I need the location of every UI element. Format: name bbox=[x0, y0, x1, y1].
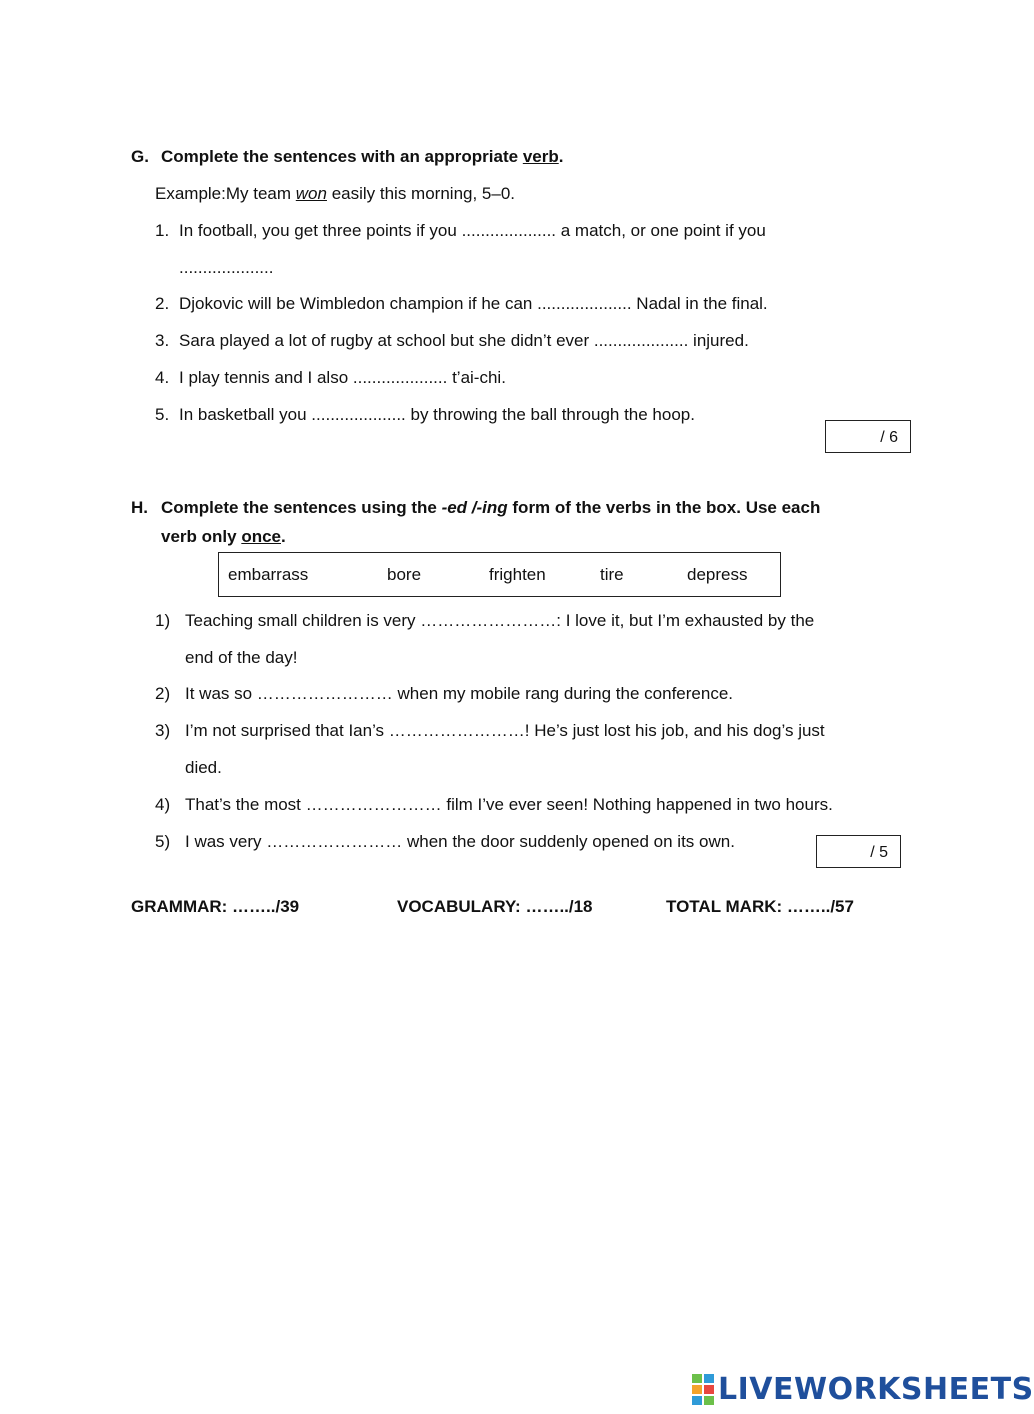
section-h-letter: H. bbox=[131, 498, 148, 517]
g-item-5-text: In basketball you .................... by throwing the ball through the hoop. bbox=[179, 405, 695, 424]
vocabulary-total: VOCABULARY: ……../18 bbox=[397, 897, 593, 916]
g-item-1-text: In football, you get three points if you .................... a match, or one point if you bbox=[179, 221, 766, 240]
h-item-4-text: That’s the most …………………… film I’ve ever seen! Nothing happened in two hours. bbox=[185, 795, 833, 814]
verb-bore: bore bbox=[387, 565, 422, 584]
g-item-3-number: 3. bbox=[155, 331, 170, 350]
h-item-2-text: It was so …………………… when my mobile rang during the conference. bbox=[185, 684, 733, 703]
section-h-instruction-line2: verb only once. bbox=[161, 527, 286, 546]
h-item-4-number: 4) bbox=[155, 795, 171, 814]
section-g-example: Example:My team won easily this morning, 5–0. bbox=[155, 184, 516, 203]
verb-depress: depress bbox=[687, 565, 748, 584]
g-item-1-text-line2: .................... bbox=[179, 258, 274, 277]
h-item-5-number: 5) bbox=[155, 832, 171, 851]
verb-box bbox=[218, 552, 781, 597]
grammar-total: GRAMMAR: ……../39 bbox=[131, 897, 300, 916]
h-item-1-number: 1) bbox=[155, 611, 171, 630]
h-item-1-text-line2: end of the day! bbox=[185, 648, 298, 667]
h-item-3-number: 3) bbox=[155, 721, 171, 740]
verb-frighten: frighten bbox=[489, 565, 546, 584]
g-item-1-number: 1. bbox=[155, 221, 170, 240]
g-item-5-number: 5. bbox=[155, 405, 170, 424]
h-item-1-text: Teaching small children is very ……………………: I love it, but I’m exhausted by the bbox=[185, 611, 815, 630]
g-item-3-text: Sara played a lot of rugby at school but she didn’t ever .................... injured. bbox=[179, 331, 749, 350]
section-g-score-box: / 6 bbox=[825, 420, 911, 453]
liveworksheets-logo-icon bbox=[692, 1374, 716, 1406]
g-item-4-number: 4. bbox=[155, 368, 170, 387]
g-item-2-number: 2. bbox=[155, 294, 170, 313]
h-item-3-text: I’m not surprised that Ian’s ……………………! He’s just lost his job, and his dog’s just bbox=[185, 721, 825, 740]
section-h-score-box: / 5 bbox=[816, 835, 901, 868]
section-g-instruction: Complete the sentences with an appropriate verb. bbox=[161, 147, 564, 166]
verb-embarrass: embarrass bbox=[228, 565, 309, 584]
h-item-2-number: 2) bbox=[155, 684, 171, 703]
h-item-3-text-line2: died. bbox=[185, 758, 222, 777]
section-g-letter: G. bbox=[131, 147, 149, 166]
g-item-2-text: Djokovic will be Wimbledon champion if he can .................... Nadal in the final. bbox=[179, 294, 768, 313]
h-item-5-text: I was very …………………… when the door suddenly opened on its own. bbox=[185, 832, 735, 851]
verb-tire: tire bbox=[600, 565, 624, 584]
g-item-4-text: I play tennis and I also .................... t’ai-chi. bbox=[179, 368, 506, 387]
section-h-instruction: Complete the sentences using the -ed /-ing form of the verbs in the box. Use each bbox=[161, 498, 821, 517]
total-mark: TOTAL MARK: ……../57 bbox=[666, 897, 854, 916]
liveworksheets-logo-text[interactable]: LIVEWORKSHEETS bbox=[718, 1372, 1034, 1407]
